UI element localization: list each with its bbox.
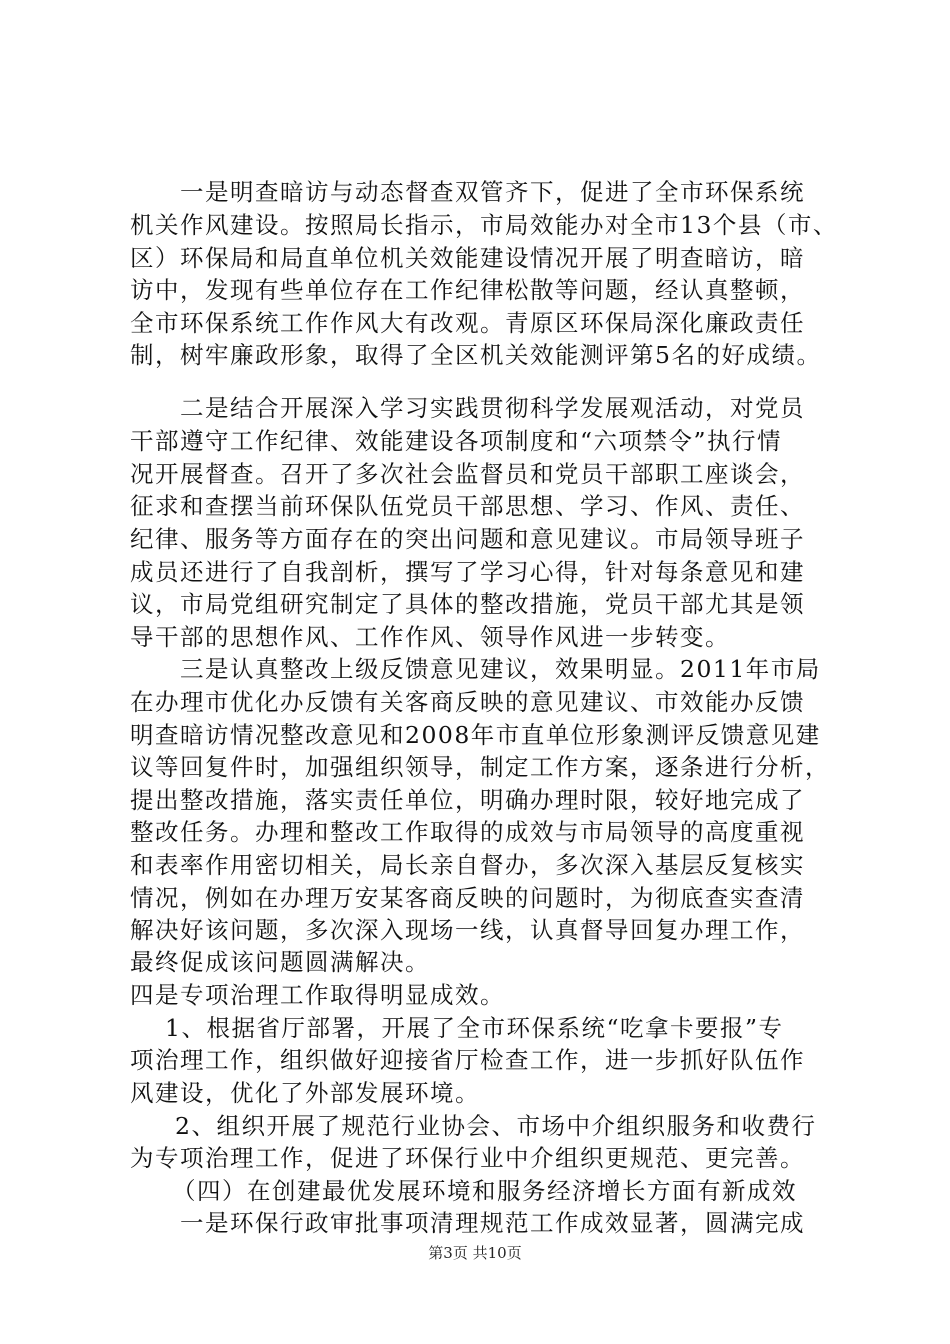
text-line: 最终促成该问题圆满解决。 <box>130 948 430 976</box>
text-line: 风建设，优化了外部发展环境。 <box>130 1079 480 1107</box>
text-line: 提出整改措施，落实责任单位，明确办理时限，较好地完成了 <box>130 786 805 814</box>
text-line: 1、根据省厅部署，开展了全市环保系统“吃拿卡要报”专 <box>165 1014 784 1042</box>
text-line: 区）环保局和局直单位机关效能建设情况开展了明查暗访，暗 <box>130 244 805 272</box>
text-line: 为专项治理工作，促进了环保行业中介组织更规范、更完善。 <box>130 1144 805 1172</box>
text-line: 成员还进行了自我剖析，撰写了学习心得，针对每条意见和建 <box>130 558 805 586</box>
text-line: 2、组织开展了规范行业协会、市场中介组织服务和收费行 <box>175 1112 817 1140</box>
text-line: 制，树牢廉政形象，取得了全区机关效能测评第5名的好成绩。 <box>130 341 822 369</box>
text-line: 项治理工作，组织做好迎接省厅检查工作，进一步抓好队伍作 <box>130 1046 805 1074</box>
text-line: 一是环保行政审批事项清理规范工作成效显著，圆满完成 <box>180 1209 805 1237</box>
text-line: 明查暗访情况整改意见和2008年市直单位形象测评反馈意见建 <box>130 721 821 749</box>
text-line: 整改任务。办理和整改工作取得的成效与市局领导的高度重视 <box>130 818 805 846</box>
text-line: 四是专项治理工作取得明显成效。 <box>130 981 505 1009</box>
section-heading: （四）在创建最优发展环境和服务经济增长方面有新成效 <box>172 1177 797 1205</box>
text-line: 全市环保系统工作作风大有改观。青原区环保局深化廉政责任 <box>130 309 805 337</box>
text-line: 访中，发现有些单位存在工作纪律松散等问题，经认真整顿， <box>130 276 805 304</box>
text-line: 议等回复件时，加强组织领导，制定工作方案，逐条进行分析， <box>130 753 830 781</box>
text-line: 二是结合开展深入学习实践贯彻科学发展观活动，对党员 <box>180 394 805 422</box>
text-line: 征求和查摆当前环保队伍党员干部思想、学习、作风、责任、 <box>130 492 805 520</box>
text-line: 和表率作用密切相关，局长亲自督办，多次深入基层反复核实 <box>130 851 805 879</box>
text-line: 议，市局党组研究制定了具体的整改措施，党员干部尤其是领 <box>130 590 805 618</box>
text-line: 在办理市优化办反馈有关客商反映的意见建议、市效能办反馈 <box>130 688 805 716</box>
text-line: 一是明查暗访与动态督查双管齐下，促进了全市环保系统 <box>180 178 805 206</box>
text-line: 三是认真整改上级反馈意见建议，效果明显。2011年市局 <box>180 655 821 683</box>
text-line: 纪律、服务等方面存在的突出问题和意见建议。市局领导班子 <box>130 525 805 553</box>
text-line: 干部遵守工作纪律、效能建设各项制度和“六项禁令”执行情 <box>130 427 783 455</box>
text-line: 况开展督查。召开了多次社会监督员和党员干部职工座谈会， <box>130 460 805 488</box>
text-line: 情况，例如在办理万安某客商反映的问题时，为彻底查实查清 <box>130 884 805 912</box>
text-line: 解决好该问题，多次深入现场一线，认真督导回复办理工作， <box>130 916 805 944</box>
text-line: 导干部的思想作风、工作作风、领导作风进一步转变。 <box>130 623 730 651</box>
page-number-footer: 第3页 共10页 <box>428 1244 522 1262</box>
text-line: 机关作风建设。按照局长指示，市局效能办对全市13个县（市、 <box>130 211 838 239</box>
